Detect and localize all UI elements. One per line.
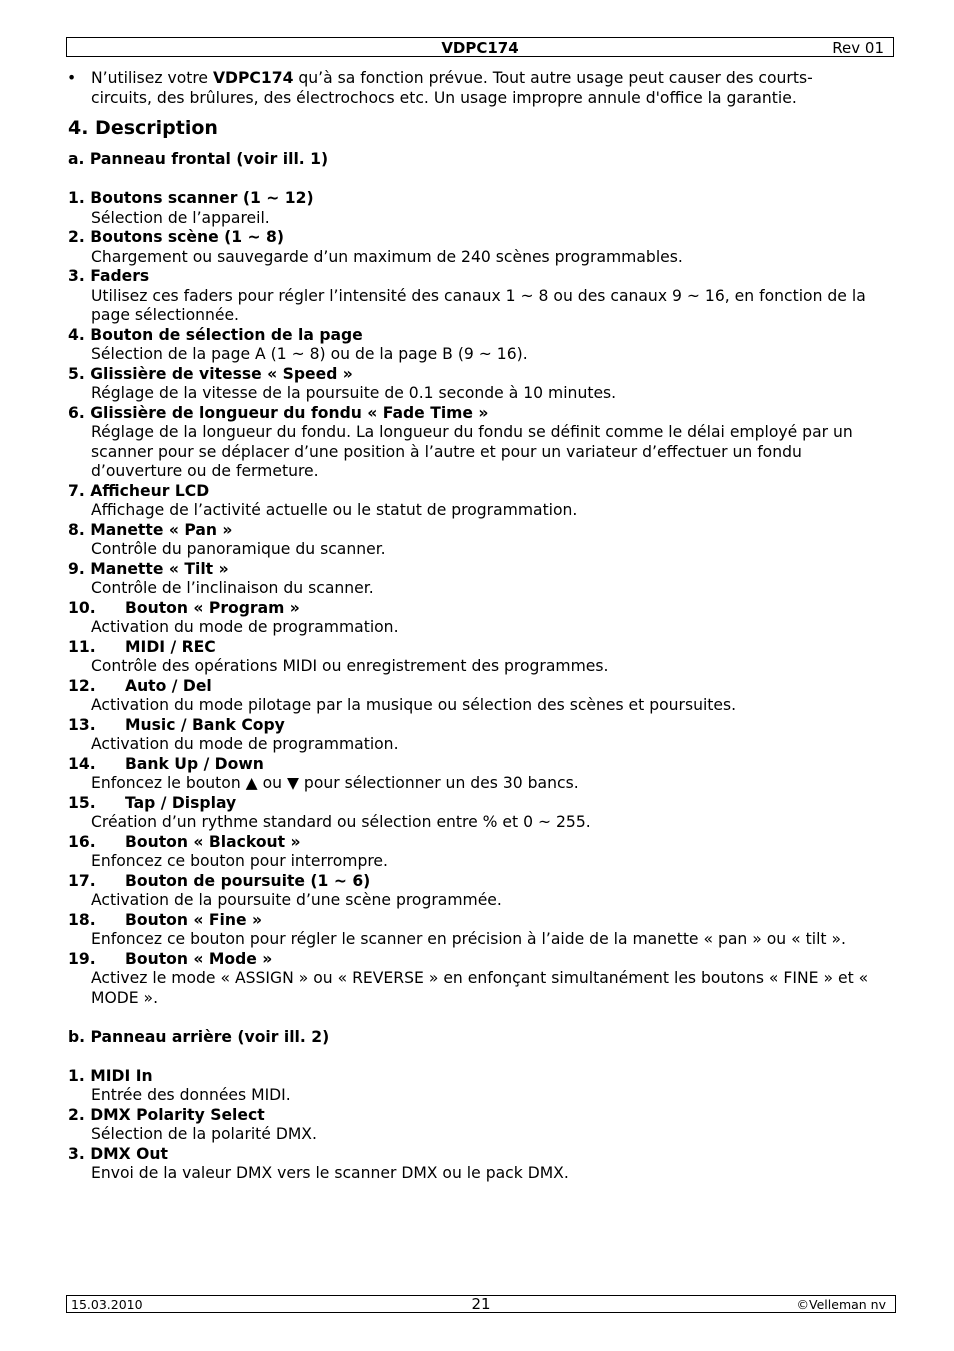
list-item-title xyxy=(68,911,888,931)
list-item-description: Réglage de la vitesse de la poursuite de 0.1 seconde à 10 minutes. xyxy=(91,384,617,402)
list-item-label: DMX Polarity Select xyxy=(90,1105,265,1124)
description-content xyxy=(68,150,888,1184)
list-item-number: 3. xyxy=(68,267,85,285)
bullet-icon: • xyxy=(67,69,77,87)
list-item-number: 2. xyxy=(68,1105,85,1124)
list-item-description: Activez le mode « ASSIGN » ou « REVERSE » en enfonçant simultanément les boutons « FINE » et « MODE ». xyxy=(91,969,869,1007)
usage-warning-text xyxy=(91,68,867,108)
rear-panel-list xyxy=(68,1067,888,1184)
list-item-label: Bouton de sélection de la page xyxy=(90,325,363,344)
list-item-number: 3. xyxy=(68,1144,85,1163)
list-item-description: Sélection de la page A (1 ~ 8) ou de la page B (9 ~ 16). xyxy=(91,345,528,363)
warning-model: VDPC174 xyxy=(212,69,294,87)
list-item-description: Activation du mode de programmation. xyxy=(91,735,399,753)
list-item-label: MIDI In xyxy=(90,1066,153,1085)
list-item-title xyxy=(68,365,888,385)
list-item-description: Chargement ou sauvegarde d’un maximum de 240 scènes programmables. xyxy=(91,247,683,266)
list-item-label: Music / Bank Copy xyxy=(125,715,285,734)
list-item-title xyxy=(68,872,888,892)
list-item-title xyxy=(68,228,888,248)
list-item-number: 1. xyxy=(68,189,85,207)
list-item-description: Activation de la poursuite d’une scène programmée. xyxy=(91,891,502,909)
list-item-description: Activation du mode de programmation. xyxy=(91,618,399,636)
list-item-label: Manette « Pan » xyxy=(90,520,233,539)
list-item-label: Auto / Del xyxy=(125,676,212,695)
list-item-number: 19. xyxy=(68,949,96,968)
list-item-description: Envoi de la valeur DMX vers le scanner DMX ou le pack DMX. xyxy=(91,1164,569,1182)
list-item-label: Glissière de vitesse « Speed » xyxy=(90,364,353,383)
list-item-description: Enfoncez ce bouton pour interrompre. xyxy=(91,852,388,870)
list-item-label: Boutons scanner (1 ~ 12) xyxy=(90,189,314,207)
page-footer xyxy=(66,1295,896,1313)
list-item-description: Utilisez ces faders pour régler l’intensité des canaux 1 ~ 8 ou des canaux 9 ~ 16, en fonction de la page sélectionnée. xyxy=(91,286,866,324)
page-header xyxy=(66,37,894,57)
list-item-number: 8. xyxy=(68,520,85,539)
list-item-label: Glissière de longueur du fondu « Fade Time » xyxy=(90,403,489,422)
list-item-description: Sélection de la polarité DMX. xyxy=(91,1125,317,1143)
rear-panel-title: b. Panneau arrière (voir ill. 2) xyxy=(68,1027,330,1046)
list-item-number: 7. xyxy=(68,481,85,500)
list-item-number: 10. xyxy=(68,598,96,617)
list-item-number: 6. xyxy=(68,403,85,422)
list-item-title xyxy=(68,267,888,287)
list-item-description: Contrôle des opérations MIDI ou enregistrement des programmes. xyxy=(91,657,609,675)
list-item-title xyxy=(68,560,888,580)
list-item-label: Afficheur LCD xyxy=(90,481,210,500)
list-item-label: Bouton de poursuite (1 ~ 6) xyxy=(125,871,371,890)
list-item-number: 14. xyxy=(68,754,96,773)
list-item-description: Création d’un rythme standard ou sélection entre % et 0 ~ 255. xyxy=(91,813,591,831)
warning-pre: N’utilisez votre xyxy=(91,69,213,87)
list-item-number: 13. xyxy=(68,715,96,734)
list-item-title xyxy=(68,1067,888,1087)
list-item-label: Tap / Display xyxy=(125,793,237,812)
list-item-number: 17. xyxy=(68,871,96,890)
header-model: VDPC174 xyxy=(441,39,519,57)
list-item-title xyxy=(68,482,888,502)
list-item-label: MIDI / REC xyxy=(125,637,216,656)
list-item-description: Sélection de l’appareil. xyxy=(91,208,270,227)
list-item-title xyxy=(68,794,888,814)
list-item-label: Bouton « Blackout » xyxy=(125,832,301,851)
list-item-number: 1. xyxy=(68,1066,85,1085)
list-item-number: 12. xyxy=(68,676,96,695)
list-item-number: 4. xyxy=(68,325,85,344)
list-item-number: 16. xyxy=(68,832,96,851)
list-item-label: Bouton « Mode » xyxy=(125,949,273,968)
list-item-title xyxy=(68,404,888,424)
list-item-title xyxy=(68,677,888,697)
page-number: 21 xyxy=(471,1295,491,1313)
list-item-label: Manette « Tilt » xyxy=(90,559,229,578)
list-item-description: Affichage de l’activité actuelle ou le statut de programmation. xyxy=(91,501,578,519)
list-item-title xyxy=(68,638,888,658)
list-item-label: Bouton « Fine » xyxy=(125,910,263,929)
list-item-description: Réglage de la longueur du fondu. La longueur du fondu se définit comme le délai employé par un scanner pour se déplacer d’une position à l’autre et pour un variateur d’effectuer un fondu d’ouverture ou de fermeture. xyxy=(91,423,853,480)
list-item-number: 18. xyxy=(68,910,96,929)
list-item-description: Activation du mode pilotage par la musique ou sélection des scènes et poursuites. xyxy=(91,696,737,714)
list-item-number: 2. xyxy=(68,228,85,246)
footer-copyright: ©Velleman nv xyxy=(796,1297,886,1312)
list-item-description: Contrôle de l’inclinaison du scanner. xyxy=(91,579,374,597)
list-item-title xyxy=(68,716,888,736)
section-title: 4. Description xyxy=(68,117,218,139)
list-item-title xyxy=(68,1145,888,1165)
front-panel-list xyxy=(68,189,888,1008)
list-item-label: DMX Out xyxy=(90,1144,168,1163)
list-item-number: 5. xyxy=(68,364,85,383)
list-item-title xyxy=(68,189,888,209)
list-item-title xyxy=(68,950,888,970)
footer-date: 15.03.2010 xyxy=(71,1297,143,1312)
list-item-description: Entrée des données MIDI. xyxy=(91,1086,291,1104)
list-item-title xyxy=(68,755,888,775)
list-item-description: Enfoncez le bouton ▲ ou ▼ pour sélectionner un des 30 bancs. xyxy=(91,774,579,792)
list-item-label: Boutons scène (1 ~ 8) xyxy=(90,228,284,246)
list-item-label: Bank Up / Down xyxy=(125,754,264,773)
list-item-number: 11. xyxy=(68,637,96,656)
list-item-title xyxy=(68,1106,888,1126)
list-item-title xyxy=(68,326,888,346)
list-item-title xyxy=(68,833,888,853)
list-item-label: Bouton « Program » xyxy=(125,598,300,617)
list-item-number: 9. xyxy=(68,559,85,578)
list-item-number: 15. xyxy=(68,793,96,812)
list-item-title xyxy=(68,599,888,619)
list-item-description: Contrôle du panoramique du scanner. xyxy=(91,540,386,558)
usage-warning xyxy=(67,68,867,108)
list-item-title xyxy=(68,521,888,541)
list-item-description: Enfoncez ce bouton pour régler le scanner en précision à l’aide de la manette « pan » ou « tilt ». xyxy=(91,930,846,948)
list-item-label: Faders xyxy=(90,267,150,285)
warning-post: qu’à sa fonction prévue. Tout autre usage peut causer des courts-circuits, des brûlures, des électrochocs etc. Un usage impropre annule d'office la garantie. xyxy=(91,69,813,107)
header-revision: Rev 01 xyxy=(832,39,884,57)
front-panel-title: a. Panneau frontal (voir ill. 1) xyxy=(68,150,329,168)
